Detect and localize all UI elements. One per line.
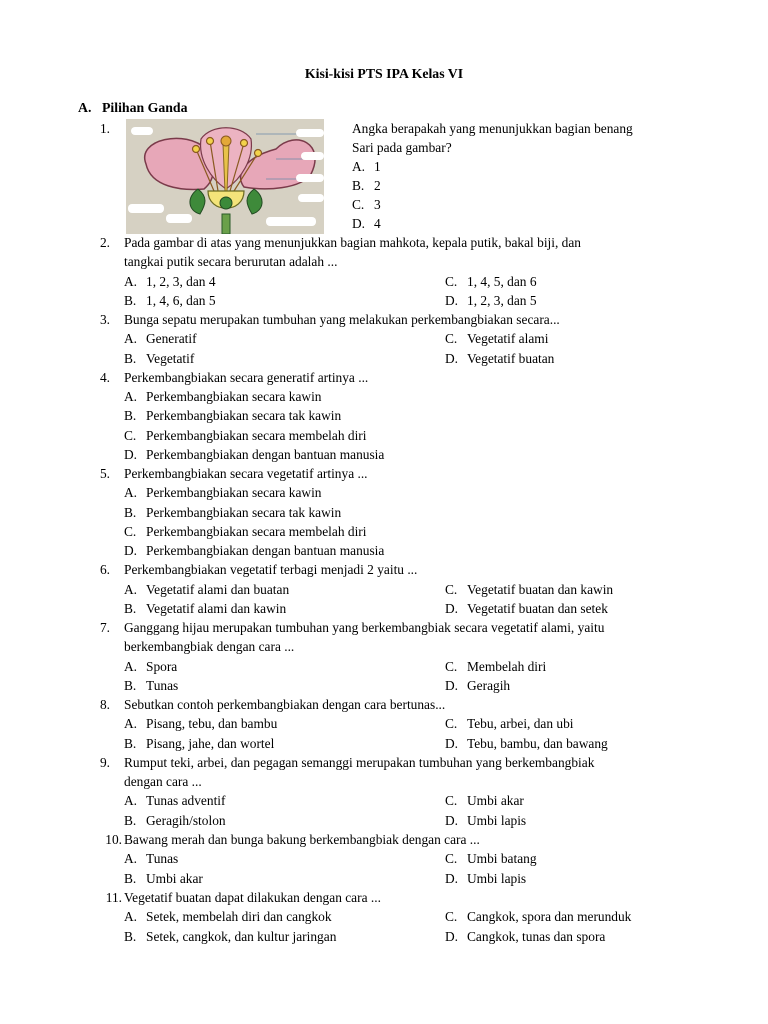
option-letter: C. bbox=[445, 582, 458, 597]
option-text: Spora bbox=[146, 659, 178, 674]
answer-option bbox=[445, 291, 537, 310]
option-letter: B. bbox=[124, 351, 137, 366]
answer-option bbox=[445, 811, 526, 830]
option-text: Setek, membelah diri dan cangkok bbox=[146, 909, 332, 924]
question-number: 8. bbox=[99, 697, 110, 712]
question-text: Bawang merah dan bunga bakung berkembangbiak dengan cara ... bbox=[124, 832, 480, 847]
question-text: berkembangbiak dengan cara ... bbox=[124, 639, 295, 654]
question-text: Sari pada gambar? bbox=[352, 140, 452, 155]
option-text: 1 bbox=[374, 159, 381, 174]
option-text: 4 bbox=[374, 216, 381, 231]
option-text: 3 bbox=[374, 197, 381, 212]
question-text: dengan cara ... bbox=[124, 774, 202, 789]
option-letter: B. bbox=[352, 178, 365, 193]
option-letter: D. bbox=[445, 929, 459, 944]
option-text: Tunas adventif bbox=[146, 793, 226, 808]
option-text: Vegetatif buatan dan setek bbox=[467, 601, 608, 616]
option-letter: D. bbox=[445, 678, 459, 693]
answer-option bbox=[124, 907, 332, 926]
answer-option bbox=[124, 714, 277, 733]
option-letter: B. bbox=[124, 678, 137, 693]
question-number: 6. bbox=[99, 562, 110, 577]
answer-option bbox=[124, 291, 216, 310]
option-letter: C. bbox=[124, 428, 137, 443]
question-text: Bunga sepatu merupakan tumbuhan yang melakukan perkembangbiakan secara... bbox=[124, 312, 560, 327]
option-letter: B. bbox=[124, 408, 137, 423]
option-text: Vegetatif alami dan buatan bbox=[146, 582, 290, 597]
section-letter: A. bbox=[78, 100, 92, 115]
answer-option bbox=[445, 580, 613, 599]
option-letter: A. bbox=[124, 793, 138, 808]
option-text: Pisang, tebu, dan bambu bbox=[146, 716, 278, 731]
page-title: Kisi-kisi PTS IPA Kelas VI bbox=[304, 66, 464, 81]
option-text: 2 bbox=[374, 178, 381, 193]
answer-option bbox=[445, 329, 548, 348]
answer-option bbox=[124, 869, 203, 888]
option-text: Setek, cangkok, dan kultur jaringan bbox=[146, 929, 337, 944]
option-letter: C. bbox=[124, 524, 137, 539]
option-text: Geragih bbox=[467, 678, 511, 693]
option-text: Geragih/stolon bbox=[146, 813, 226, 828]
flower-diagram bbox=[126, 119, 324, 234]
option-letter: B. bbox=[124, 505, 137, 520]
question-number: 10. bbox=[105, 832, 122, 847]
option-text: Umbi batang bbox=[467, 851, 537, 866]
option-letter: C. bbox=[445, 909, 458, 924]
answer-option bbox=[124, 349, 194, 368]
question-number: 2. bbox=[99, 235, 110, 250]
answer-option bbox=[124, 406, 341, 425]
answer-option bbox=[445, 714, 574, 733]
option-letter: D. bbox=[445, 351, 459, 366]
option-letter: C. bbox=[445, 659, 458, 674]
answer-option bbox=[445, 791, 524, 810]
option-letter: A. bbox=[124, 582, 138, 597]
answer-option bbox=[445, 272, 537, 291]
section-label: Pilihan Ganda bbox=[102, 100, 188, 115]
option-letter: B. bbox=[124, 736, 137, 751]
option-letter: D. bbox=[445, 813, 459, 828]
answer-option bbox=[124, 329, 197, 348]
answer-option bbox=[124, 426, 366, 445]
question-number: 7. bbox=[99, 620, 110, 635]
question-number: 11. bbox=[105, 890, 122, 905]
option-letter: C. bbox=[352, 197, 365, 212]
option-text: Perkembangbiakan dengan bantuan manusia bbox=[146, 543, 385, 558]
question-text: Vegetatif buatan dapat dilakukan dengan cara ... bbox=[124, 890, 381, 905]
answer-option bbox=[124, 791, 225, 810]
option-letter: A. bbox=[124, 485, 138, 500]
option-letter: C. bbox=[445, 793, 458, 808]
question-text: Perkembangbiakan secara vegetatif artinya ... bbox=[124, 466, 368, 481]
option-letter: A. bbox=[124, 851, 138, 866]
answer-option bbox=[124, 272, 216, 291]
answer-option bbox=[124, 599, 286, 618]
question-number: 4. bbox=[99, 370, 110, 385]
option-text: Cangkok, spora dan merunduk bbox=[467, 909, 632, 924]
answer-option bbox=[124, 657, 177, 676]
option-text: Vegetatif alami bbox=[467, 331, 549, 346]
option-text: Umbi lapis bbox=[467, 813, 527, 828]
option-letter: D. bbox=[124, 543, 138, 558]
option-text: 1, 2, 3, dan 5 bbox=[467, 293, 537, 308]
answer-option bbox=[352, 157, 381, 176]
option-letter: B. bbox=[124, 871, 137, 886]
option-letter: B. bbox=[124, 293, 137, 308]
answer-option bbox=[124, 503, 341, 522]
option-text: Perkembangbiakan secara kawin bbox=[146, 485, 322, 500]
option-letter: C. bbox=[445, 716, 458, 731]
option-letter: A. bbox=[124, 331, 138, 346]
answer-option bbox=[124, 927, 336, 946]
option-text: Pisang, jahe, dan wortel bbox=[146, 736, 275, 751]
option-letter: A. bbox=[124, 389, 138, 404]
option-text: Vegetatif bbox=[146, 351, 195, 366]
answer-option bbox=[352, 195, 381, 214]
option-text: Tunas bbox=[146, 678, 179, 693]
option-letter: C. bbox=[445, 331, 458, 346]
answer-option bbox=[124, 445, 384, 464]
answer-option bbox=[445, 927, 605, 946]
option-text: Perkembangbiakan secara membelah diri bbox=[146, 428, 367, 443]
option-letter: C. bbox=[445, 851, 458, 866]
question-number: 9. bbox=[99, 755, 110, 770]
answer-option bbox=[445, 349, 554, 368]
answer-option bbox=[124, 734, 274, 753]
option-text: 1, 4, 5, dan 6 bbox=[467, 274, 537, 289]
answer-option bbox=[124, 387, 322, 406]
option-text: Vegetatif alami dan kawin bbox=[146, 601, 287, 616]
option-text: Generatif bbox=[146, 331, 197, 346]
answer-option bbox=[445, 734, 608, 753]
answer-option bbox=[124, 541, 384, 560]
option-letter: B. bbox=[124, 813, 137, 828]
answer-option bbox=[445, 907, 631, 926]
option-letter: B. bbox=[124, 601, 137, 616]
option-text: Umbi akar bbox=[467, 793, 524, 808]
option-letter: D. bbox=[445, 736, 459, 751]
option-letter: A. bbox=[124, 716, 138, 731]
section-heading bbox=[78, 100, 188, 116]
option-text: 1, 4, 6, dan 5 bbox=[146, 293, 216, 308]
question-number: 5. bbox=[99, 466, 110, 481]
question-text: tangkai putik secara berurutan adalah ... bbox=[124, 254, 338, 269]
option-letter: A. bbox=[124, 909, 138, 924]
option-letter: A. bbox=[124, 274, 138, 289]
option-text: Perkembangbiakan secara kawin bbox=[146, 389, 322, 404]
option-text: 1, 2, 3, dan 4 bbox=[146, 274, 216, 289]
question-text: Perkembangbiakan secara generatif artinya ... bbox=[124, 370, 369, 385]
question-text: Sebutkan contoh perkembangbiakan dengan cara bertunas... bbox=[124, 697, 446, 712]
option-text: Vegetatif buatan dan kawin bbox=[467, 582, 614, 597]
option-letter: D. bbox=[445, 293, 459, 308]
answer-option bbox=[445, 676, 510, 695]
option-text: Umbi lapis bbox=[467, 871, 527, 886]
answer-option bbox=[124, 849, 178, 868]
question-text: Rumput teki, arbei, dan pegagan semanggi merupakan tumbuhan yang berkembangbiak bbox=[124, 755, 595, 770]
question-text: Angka berapakah yang menunjukkan bagian benang bbox=[352, 121, 633, 136]
answer-option bbox=[124, 676, 178, 695]
option-text: Perkembangbiakan secara membelah diri bbox=[146, 524, 367, 539]
option-letter: D. bbox=[445, 601, 459, 616]
question-number: 1. bbox=[99, 121, 110, 136]
answer-option bbox=[445, 869, 526, 888]
option-letter: D. bbox=[124, 447, 138, 462]
option-text: Membelah diri bbox=[467, 659, 547, 674]
option-letter: D. bbox=[352, 216, 366, 231]
option-letter: A. bbox=[352, 159, 366, 174]
answer-option bbox=[124, 483, 322, 502]
question-text: Ganggang hijau merupakan tumbuhan yang berkembangbiak secara vegetatif alami, yaitu bbox=[124, 620, 605, 635]
option-text: Tunas bbox=[146, 851, 179, 866]
answer-option bbox=[124, 580, 289, 599]
question-text: Perkembangbiakan vegetatif terbagi menjadi 2 yaitu ... bbox=[124, 562, 418, 577]
option-text: Perkembangbiakan dengan bantuan manusia bbox=[146, 447, 385, 462]
option-letter: C. bbox=[445, 274, 458, 289]
option-text: Vegetatif buatan bbox=[467, 351, 555, 366]
answer-option bbox=[352, 214, 381, 233]
option-text: Perkembangbiakan secara tak kawin bbox=[146, 408, 342, 423]
answer-option bbox=[445, 657, 546, 676]
answer-option bbox=[445, 849, 537, 868]
question-text: Pada gambar di atas yang menunjukkan bagian mahkota, kepala putik, bakal biji, dan bbox=[124, 235, 582, 250]
answer-option bbox=[352, 176, 381, 195]
option-text: Tebu, arbei, dan ubi bbox=[467, 716, 574, 731]
option-text: Perkembangbiakan secara tak kawin bbox=[146, 505, 342, 520]
answer-option bbox=[445, 599, 608, 618]
answer-option bbox=[124, 522, 366, 541]
option-text: Umbi akar bbox=[146, 871, 203, 886]
question-number: 3. bbox=[99, 312, 110, 327]
option-text: Tebu, bambu, dan bawang bbox=[467, 736, 608, 751]
option-text: Cangkok, tunas dan spora bbox=[467, 929, 606, 944]
option-letter: B. bbox=[124, 929, 137, 944]
option-letter: A. bbox=[124, 659, 138, 674]
answer-option bbox=[124, 811, 226, 830]
option-letter: D. bbox=[445, 871, 459, 886]
